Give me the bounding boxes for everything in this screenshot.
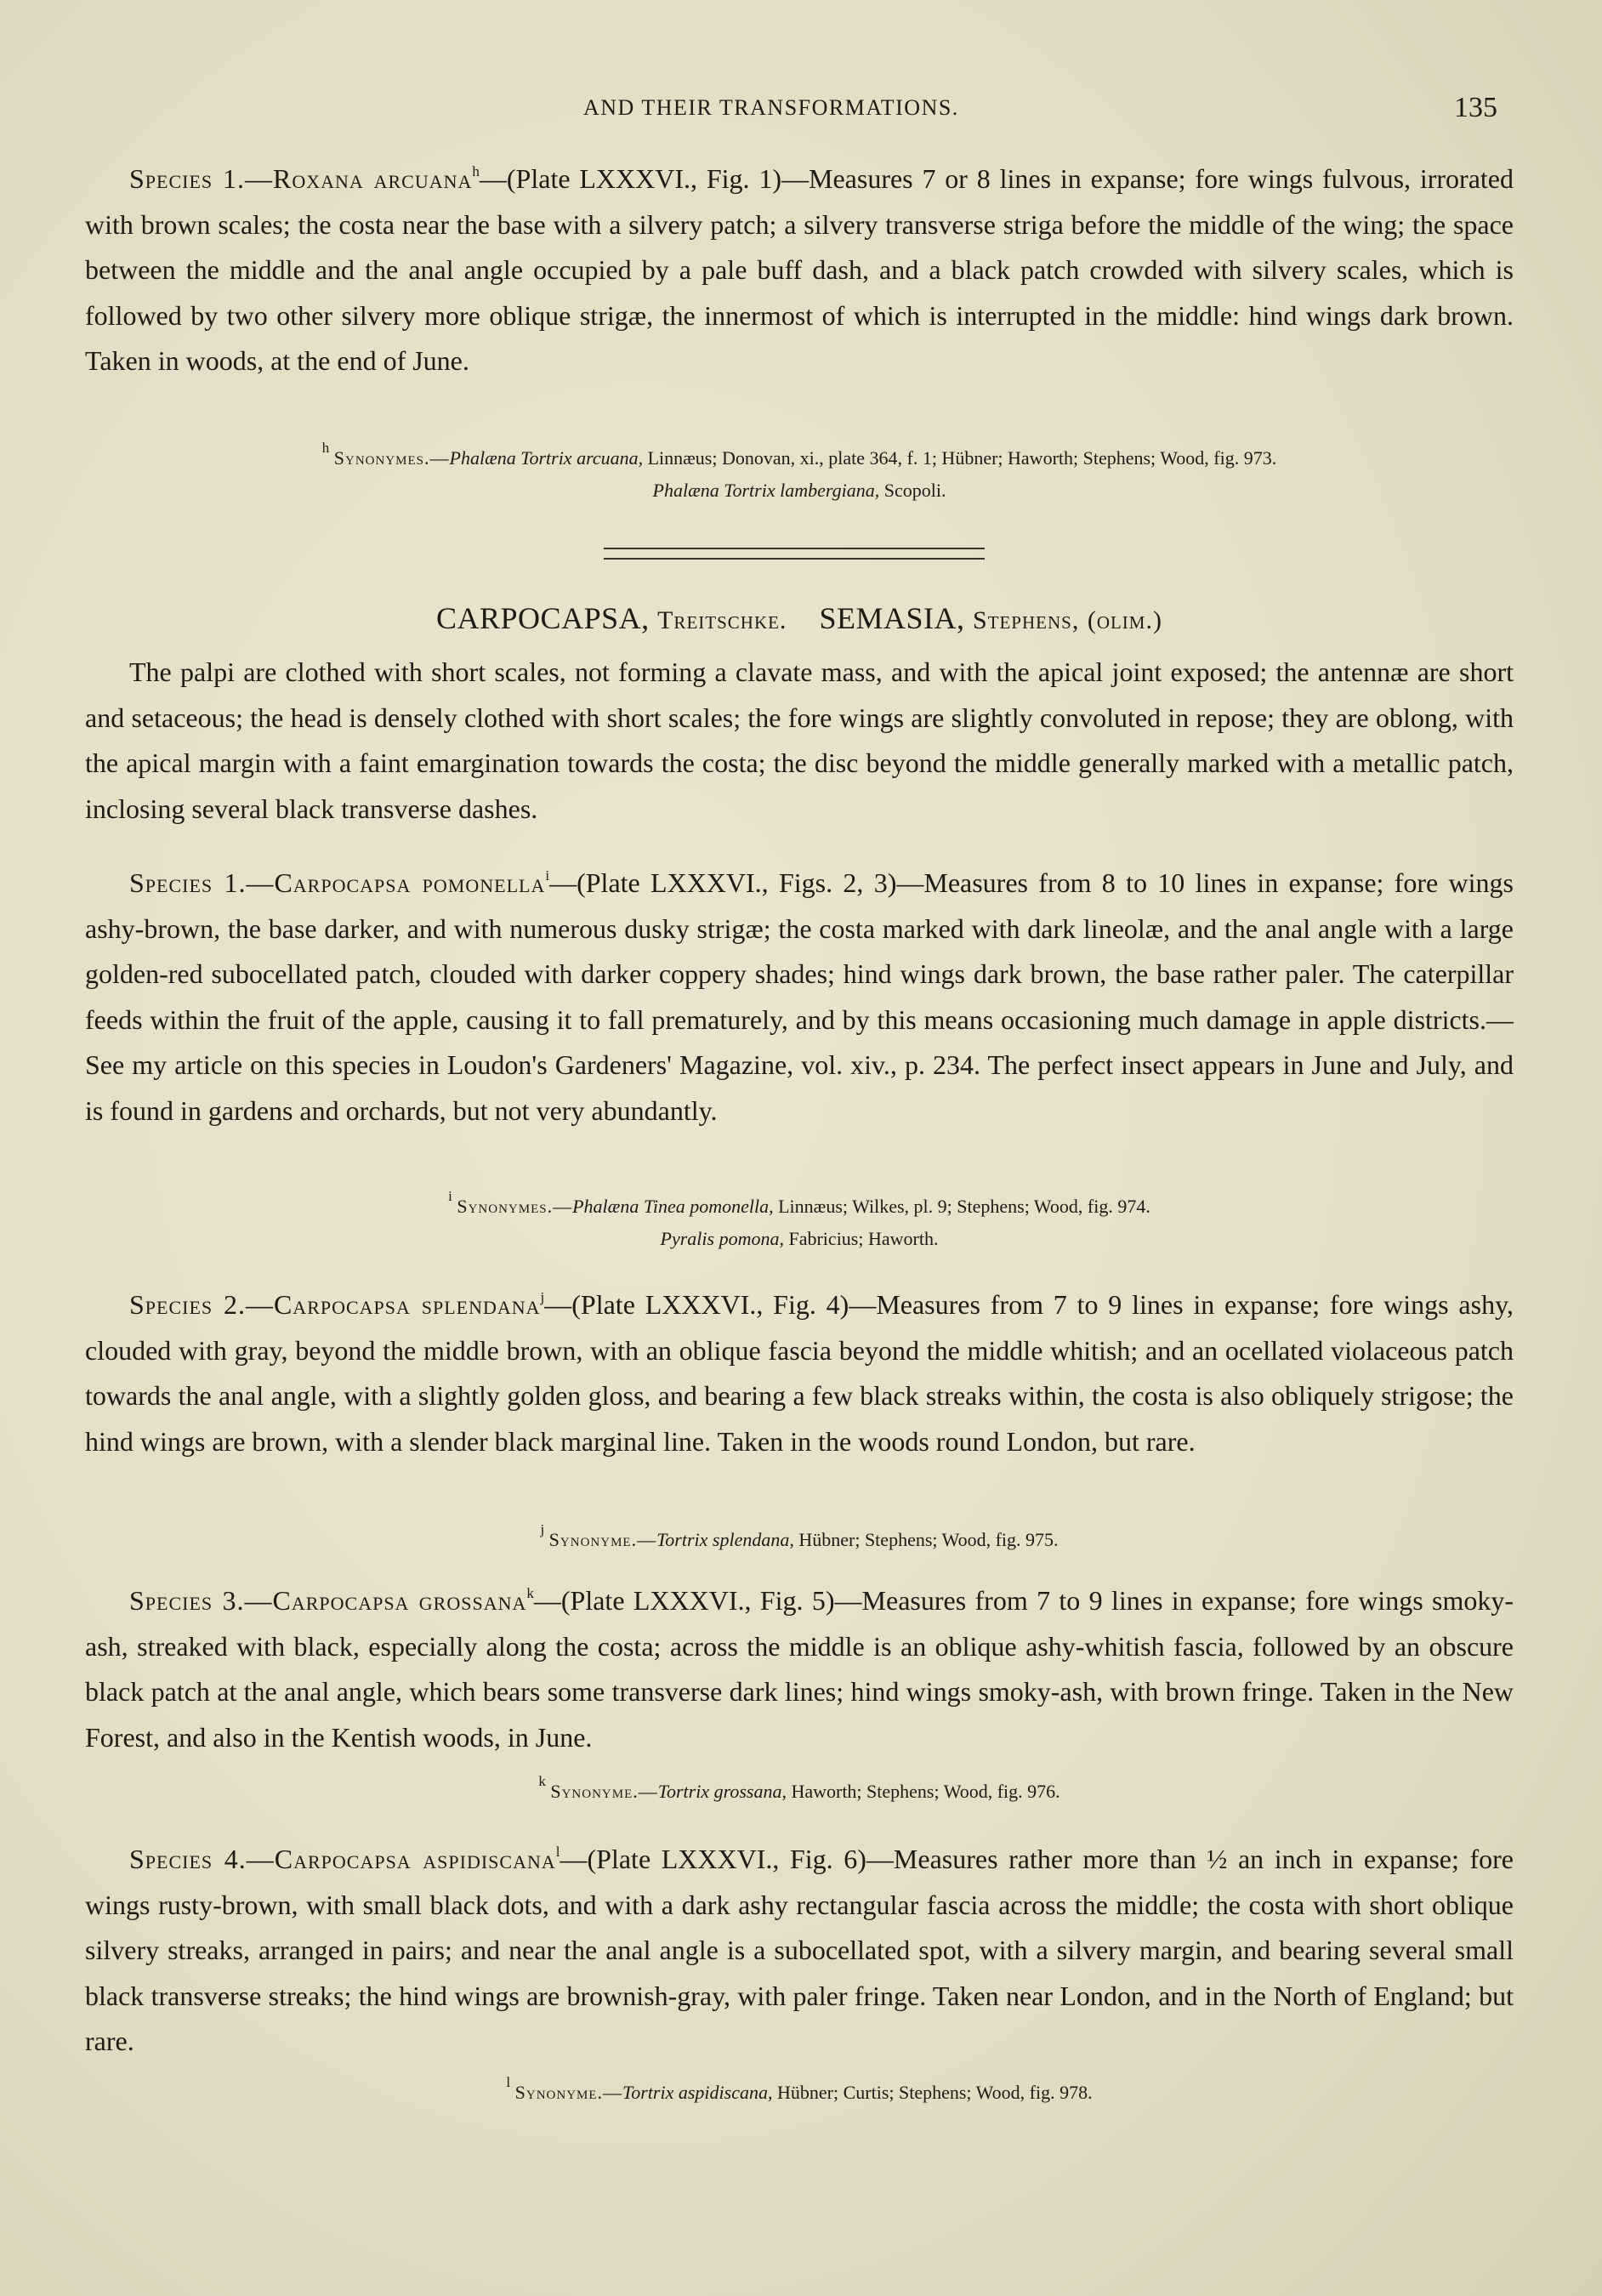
footnote-label: Synonymes.— (333, 447, 450, 469)
footnote-line (85, 475, 1514, 507)
footnote-line (85, 1773, 1514, 1808)
footnote-h (85, 442, 1514, 507)
species-lead: Species 1.—Roxana arcuana (129, 163, 473, 194)
species-description: —(Plate LXXXVI., Fig. 6)—Measures rather more than ½ an inch in expanse; fore wings rusty-brown, with small black dots, and with a dark ashy rectangular fascia across the middle; the costa with short oblique silvery streaks, arranged in pairs; and near the anal angle is a subocellated spot, with a silvery margin, and bearing several small black transverse streaks; the hind wings are brownish-gray, with paler fringe. Taken near London, and in the North of England; but rare. (85, 1844, 1514, 2056)
synonym-authorities: Hübner; Curtis; Stephens; Wood, fig. 978. (772, 2082, 1093, 2103)
double-rule-divider (604, 548, 985, 560)
species-paragraph-aspidiscana (85, 1837, 1514, 2065)
page-number: 135 (1454, 92, 1497, 123)
synonym-authorities: Haworth; Stephens; Wood, fig. 976. (786, 1781, 1060, 1802)
genus-description: The palpi are clothed with short scales, not forming a clavate mass, and with the apical joint exposed; the antennæ are short and setaceous; the head is densely clothed with short scales; the fore wings are slightly convoluted in repose; they are oblong, with the apical margin with a faint emargination towards the costa; the disc beyond the middle generally marked with a metallic patch, inclosing several black transverse dashes. (85, 656, 1514, 824)
footnote-l (85, 2074, 1514, 2109)
footnote-j (85, 1521, 1514, 1556)
footnote-k (85, 1773, 1514, 1808)
species-paragraph-roxana-arcuana (85, 156, 1514, 384)
synonym-name: Phalæna Tinea pomonella, (572, 1196, 774, 1217)
synonym-authorities: Hübner; Stephens; Wood, fig. 975. (793, 1529, 1059, 1550)
note-mark: j (540, 1289, 545, 1305)
species-description: —(Plate LXXXVI., Fig. 4)—Measures from 7 to 9 lines in expanse; fore wings ashy, clouded with gray, beyond the middle brown, with an oblique fascia beyond the middle whitish; and an ocellated violaceous patch towards the anal angle, with a slightly golden gloss, and bearing a few black streaks within, the costa is also obliquely strigose; the hind wings are brown, with a slender black marginal line. Taken in the woods round London, but rare. (85, 1289, 1514, 1457)
synonym-authorities: Linnæus; Donovan, xi., plate 364, f. 1; Hübner; Haworth; Stephens; Wood, fig. 973. (643, 447, 1277, 469)
genus-author: Treitschke. (657, 606, 787, 634)
footnote-label: Synonyme.— (548, 1529, 657, 1550)
genus-heading (85, 600, 1514, 636)
note-mark: k (526, 1585, 534, 1601)
note-mark: i (545, 867, 550, 884)
genus-alt-author: Stephens, (972, 606, 1080, 634)
species-paragraph-pomonella (85, 861, 1514, 1134)
synonym-name: Tortrix aspidiscana, (622, 2082, 773, 2103)
footnote-mark: l (506, 2074, 511, 2090)
footnote-mark: j (540, 1521, 545, 1537)
synonym-authorities: Fabricius; Haworth. (783, 1228, 939, 1249)
footnote-label: Synonyme.— (550, 1781, 658, 1802)
running-title: AND THEIR TRANSFORMATIONS. (583, 95, 959, 120)
footnote-i (85, 1188, 1514, 1255)
footnote-mark: h (321, 440, 330, 456)
note-mark: l (555, 1844, 560, 1860)
species-description: —(Plate LXXXVI., Fig. 1)—Measures 7 or 8 lines in expanse; fore wings fulvous, irrorated with brown scales; the costa near the base with a silvery patch; a silvery transverse striga before the middle of the wing; the space between the middle and the anal angle occupied by a pale buff dash, and a black patch crowded with silvery scales, which is followed by two other silvery more oblique strigæ, the innermost of which is interrupted in the middle: hind wings dark brown. Taken in woods, at the end of June. (85, 163, 1514, 376)
footnote-mark: k (538, 1773, 546, 1789)
synonym-name: Phalæna Tortrix arcuana, (449, 447, 644, 469)
footnote-label: Synonyme.— (514, 2082, 623, 2103)
genus-alt-name: SEMASIA, (819, 601, 965, 635)
species-description: —(Plate LXXXVI., Fig. 5)—Measures from 7 to 9 lines in expanse; fore wings smoky-ash, streaked with black, especially along the costa; across the middle is an oblique ashy-whitish fascia, followed by an obscure black patch at the anal angle, which bears some transverse dark lines; hind wings smoky-ash, with brown fringe. Taken in the New Forest, and also in the Kentish woods, in June. (85, 1585, 1514, 1753)
footnote-line (85, 442, 1514, 475)
synonym-name: Pyralis pomona, (660, 1228, 784, 1249)
footnote-mark: i (448, 1188, 452, 1204)
species-lead: Species 1.—Carpocapsa pomonella (129, 867, 546, 898)
species-paragraph-grossana (85, 1578, 1514, 1760)
synonym-name: Phalæna Tortrix lambergiana, (652, 480, 880, 501)
genus-name: CARPOCAPSA, (436, 601, 650, 635)
genus-olim: (olim.) (1087, 606, 1162, 634)
footnote-line (85, 1521, 1514, 1556)
species-lead: Species 2.—Carpocapsa splendana (129, 1289, 541, 1320)
species-lead: Species 4.—Carpocapsa aspidiscana (129, 1844, 556, 1874)
footnote-label: Synonymes.— (457, 1196, 573, 1217)
species-lead: Species 3.—Carpocapsa grossana (129, 1585, 527, 1616)
note-mark: h (472, 163, 480, 179)
synonym-name: Tortrix grossana, (657, 1781, 787, 1802)
footnote-line (85, 1188, 1514, 1223)
species-description: —(Plate LXXXVI., Figs. 2, 3)—Measures from 8 to 10 lines in expanse; fore wings ashy-brown, the base darker, and with numerous dusky strigæ; the costa marked with dark lineolæ, and the anal angle with a large golden-red subocellated patch, clouded with darker coppery shades; hind wings dark brown, the base rather paler. The caterpillar feeds within the fruit of the apple, causing it to fall prematurely, and by this means occasioning much damage in apple districts.—See my article on this species in Loudon's Gardeners' Magazine, vol. xiv., p. 234. The perfect insect appears in June and July, and is found in gardens and orchards, but not very abundantly. (85, 867, 1514, 1126)
footnote-line (85, 1223, 1514, 1255)
synonym-name: Tortrix splendana, (656, 1529, 794, 1550)
species-paragraph-splendana (85, 1282, 1514, 1464)
footnote-line (85, 2074, 1514, 2109)
running-head (0, 92, 1602, 138)
synonym-authorities: Linnæus; Wilkes, pl. 9; Stephens; Wood, fig. 974. (773, 1196, 1150, 1217)
synonym-authorities: Scopoli. (879, 480, 946, 501)
